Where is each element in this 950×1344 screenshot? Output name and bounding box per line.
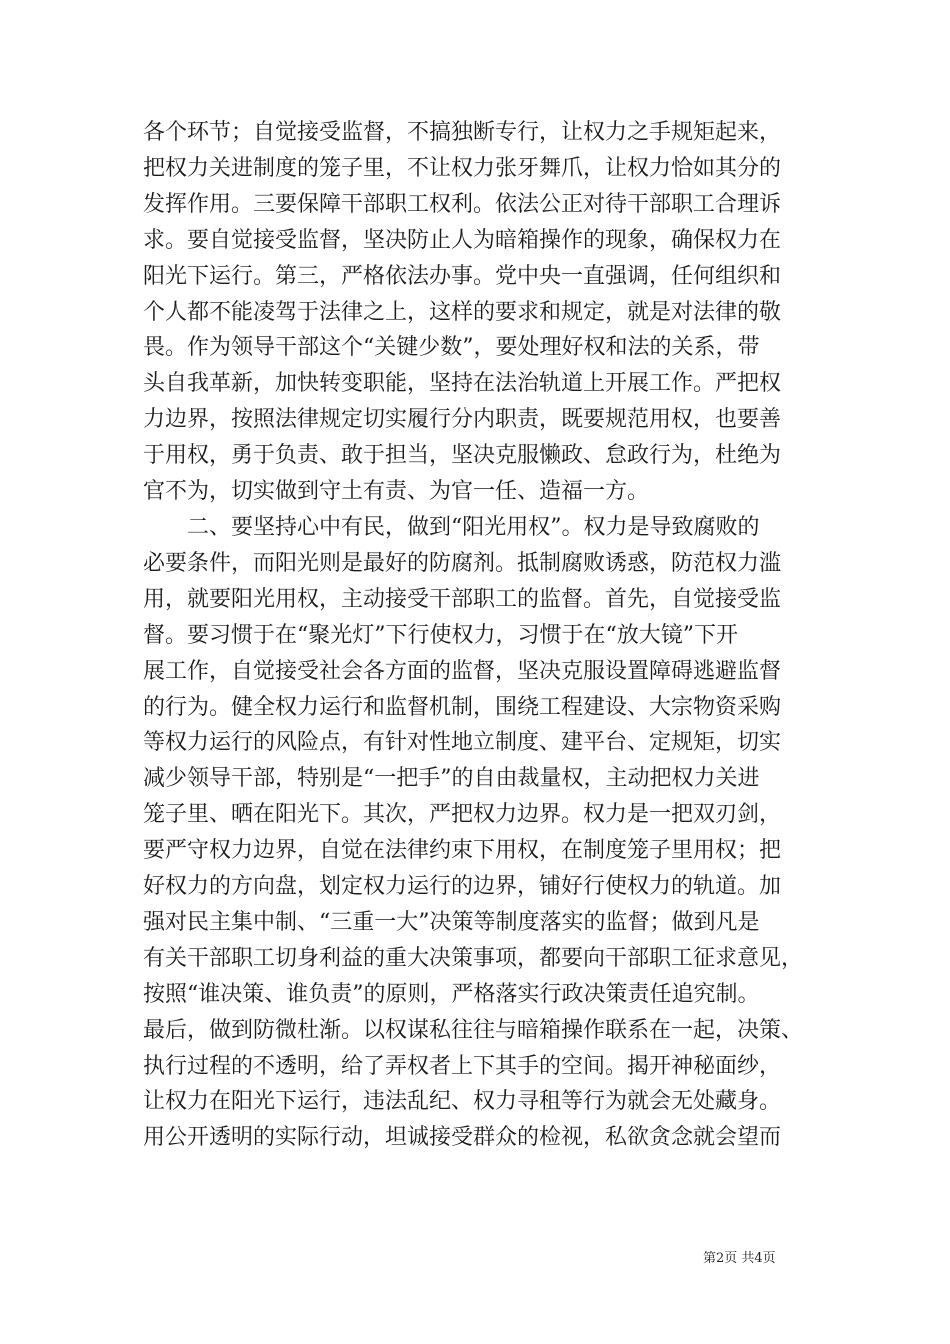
paragraph-start-line: 二、要坚持心中有民，做到“阳光用权”。权力是导致腐败的 <box>143 514 760 540</box>
text-line: 必要条件，而阳光则是最好的防腐剂。抵制腐败诱惑，防范权力滥 <box>143 550 782 576</box>
text-line: 要严守权力边界，自觉在法律约束下用权，在制度笼子里用权；把 <box>143 838 782 864</box>
text-line: 发挥作用。三要保障干部职工权利。依法公正对待干部职工合理诉 <box>143 191 782 217</box>
text-line: 让权力在阳光下运行，违法乱纪、权力寻租等行为就会无处藏身。 <box>143 1089 782 1115</box>
text-line: 个人都不能凌驾于法律之上，这样的要求和规定，就是对法律的敬 <box>143 299 782 325</box>
page-number: 第2页 共4页 <box>703 1251 776 1266</box>
text-line: 求。要自觉接受监督，坚决防止人为暗箱操作的现象，确保权力在 <box>143 227 782 253</box>
body-text <box>143 115 823 1156</box>
text-line: 有关干部职工切身利益的重大决策事项，都要向干部职工征求意见， <box>143 945 804 971</box>
text-line: 力边界，按照法律规定切实履行分内职责，既要规范用权，也要善 <box>143 407 782 433</box>
text-line: 头自我革新，加快转变职能，坚持在法治轨道上开展工作。严把权 <box>143 371 782 397</box>
text-line: 于用权，勇于负责、敢于担当，坚决克服懒政、怠政行为，杜绝为 <box>143 443 782 469</box>
text-line: 减少领导干部，特别是“一把手”的自由裁量权，主动把权力关进 <box>143 766 760 792</box>
text-line: 的行为。健全权力运行和监督机制，围绕工程建设、大宗物资采购 <box>143 694 782 720</box>
text-line: 官不为，切实做到守土有责、为官一任、造福一方。 <box>143 479 650 505</box>
text-line: 用公开透明的实际行动，坦诚接受群众的检视，私欲贪念就会望而 <box>143 1125 782 1151</box>
text-line: 最后，做到防微杜渐。以权谋私往往与暗箱操作联系在一起，决策、 <box>143 1017 804 1043</box>
text-line: 各个环节；自觉接受监督，不搞独断专行，让权力之手规矩起来， <box>143 120 782 145</box>
text-line: 强对民主集中制、“三重一大”决策等制度落实的监督；做到凡是 <box>143 909 760 935</box>
text-line: 督。要习惯于在“聚光灯”下行使权力，习惯于在“放大镜”下开 <box>143 622 738 648</box>
text-line: 按照“谁决策、谁负责”的原则，严格落实行政决策责任追究制。 <box>143 981 760 1007</box>
text-line: 展工作，自觉接受社会各方面的监督，坚决克服设置障碍逃避监督 <box>143 658 782 684</box>
text-line: 等权力运行的风险点，有针对性地立制度、建平台、定规矩，切实 <box>143 730 782 756</box>
text-line: 阳光下运行。第三，严格依法办事。党中央一直强调，任何组织和 <box>143 263 782 289</box>
text-line: 好权力的方向盘，划定权力运行的边界，铺好行使权力的轨道。加 <box>143 874 782 900</box>
text-line: 执行过程的不透明，给了弄权者上下其手的空间。揭开神秘面纱， <box>143 1053 782 1079</box>
text-line: 把权力关进制度的笼子里，不让权力张牙舞爪，让权力恰如其分的 <box>143 155 782 181</box>
text-line: 用，就要阳光用权，主动接受干部职工的监督。首先，自觉接受监 <box>143 586 782 612</box>
text-line: 笼子里、晒在阳光下。其次，严把权力边界。权力是一把双刃剑， <box>143 802 782 828</box>
text-line: 畏。作为领导干部这个“关键少数”，要处理好权和法的关系，带 <box>143 335 760 361</box>
